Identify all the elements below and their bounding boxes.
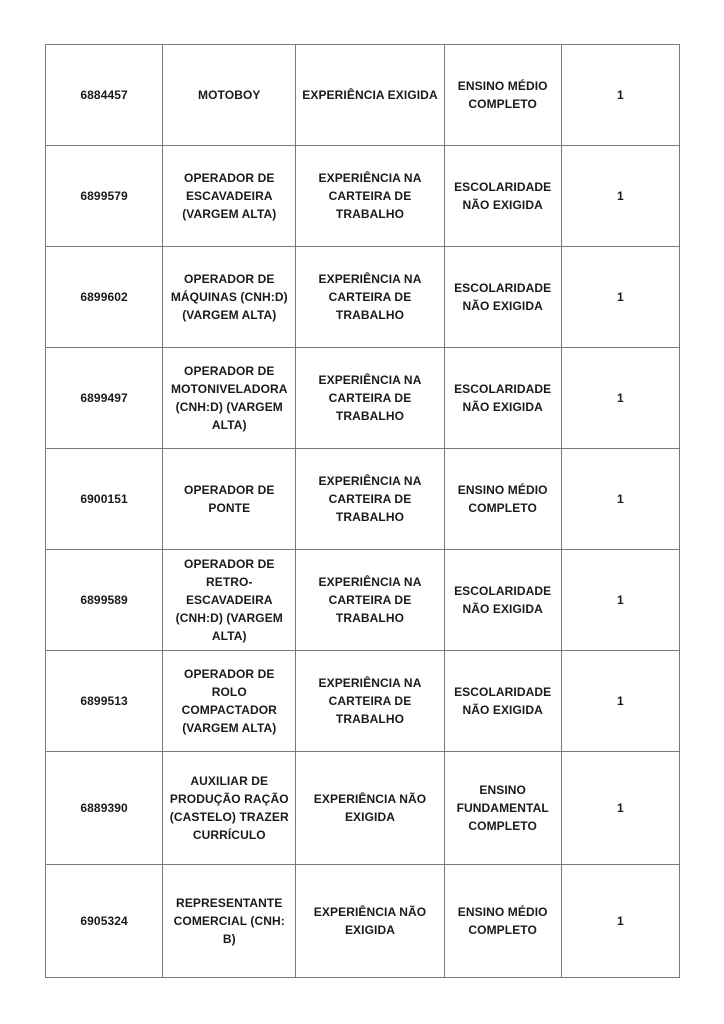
vacancy-experience: EXPERIÊNCIA NÃO EXIGIDA — [296, 752, 444, 865]
vacancy-quantity: 1 — [561, 348, 679, 449]
vacancy-row — [46, 865, 680, 978]
vacancy-row — [46, 651, 680, 752]
vacancy-row — [46, 348, 680, 449]
vacancy-education: ESCOLARIDADE NÃO EXIGIDA — [444, 348, 561, 449]
vacancy-role: OPERADOR DE PONTE — [163, 449, 296, 550]
vacancy-education: ESCOLARIDADE NÃO EXIGIDA — [444, 550, 561, 651]
vacancy-row — [46, 146, 680, 247]
vacancy-education: ESCOLARIDADE NÃO EXIGIDA — [444, 146, 561, 247]
vacancy-quantity: 1 — [561, 752, 679, 865]
vacancy-quantity: 1 — [561, 651, 679, 752]
vacancy-row — [46, 449, 680, 550]
vacancy-role: MOTOBOY — [163, 45, 296, 146]
vacancies-table — [45, 44, 680, 978]
vacancy-role: AUXILIAR DE PRODUÇÃO RAÇÃO (CASTELO) TRAZER CURRÍCULO — [163, 752, 296, 865]
vacancy-experience: EXPERIÊNCIA NA CARTEIRA DE TRABALHO — [296, 348, 444, 449]
vacancy-experience: EXPERIÊNCIA NA CARTEIRA DE TRABALHO — [296, 247, 444, 348]
vacancy-code: 6899579 — [46, 146, 163, 247]
vacancy-quantity: 1 — [561, 550, 679, 651]
vacancy-role: OPERADOR DE ESCAVADEIRA (VARGEM ALTA) — [163, 146, 296, 247]
vacancy-experience: EXPERIÊNCIA NÃO EXIGIDA — [296, 865, 444, 978]
vacancy-education: ENSINO FUNDAMENTAL COMPLETO — [444, 752, 561, 865]
vacancy-quantity: 1 — [561, 247, 679, 348]
vacancy-code: 6899602 — [46, 247, 163, 348]
vacancy-experience: EXPERIÊNCIA NA CARTEIRA DE TRABALHO — [296, 146, 444, 247]
vacancy-code: 6905324 — [46, 865, 163, 978]
vacancy-role: OPERADOR DE MOTONIVELADORA (CNH:D) (VARGEM ALTA) — [163, 348, 296, 449]
vacancy-role: OPERADOR DE RETRO- ESCAVADEIRA (CNH:D) (VARGEM ALTA) — [163, 550, 296, 651]
vacancy-education: ESCOLARIDADE NÃO EXIGIDA — [444, 247, 561, 348]
vacancy-experience: EXPERIÊNCIA NA CARTEIRA DE TRABALHO — [296, 550, 444, 651]
vacancy-row — [46, 752, 680, 865]
vacancy-code: 6899589 — [46, 550, 163, 651]
vacancy-role: REPRESENTANTE COMERCIAL (CNH: B) — [163, 865, 296, 978]
vacancy-quantity: 1 — [561, 146, 679, 247]
vacancy-quantity: 1 — [561, 449, 679, 550]
vacancy-education: ENSINO MÉDIO COMPLETO — [444, 449, 561, 550]
vacancy-role: OPERADOR DE MÁQUINAS (CNH:D) (VARGEM ALTA) — [163, 247, 296, 348]
vacancy-code: 6889390 — [46, 752, 163, 865]
vacancy-code: 6900151 — [46, 449, 163, 550]
vacancy-quantity: 1 — [561, 45, 679, 146]
vacancy-code: 6899513 — [46, 651, 163, 752]
vacancy-experience: EXPERIÊNCIA EXIGIDA — [296, 45, 444, 146]
vacancy-row — [46, 247, 680, 348]
vacancy-code: 6884457 — [46, 45, 163, 146]
vacancy-education: ENSINO MÉDIO COMPLETO — [444, 865, 561, 978]
vacancy-row — [46, 550, 680, 651]
vacancy-education: ENSINO MÉDIO COMPLETO — [444, 45, 561, 146]
vacancy-education: ESCOLARIDADE NÃO EXIGIDA — [444, 651, 561, 752]
vacancy-experience: EXPERIÊNCIA NA CARTEIRA DE TRABALHO — [296, 449, 444, 550]
vacancy-role: OPERADOR DE ROLO COMPACTADOR (VARGEM ALTA) — [163, 651, 296, 752]
vacancy-row — [46, 45, 680, 146]
vacancy-quantity: 1 — [561, 865, 679, 978]
vacancy-code: 6899497 — [46, 348, 163, 449]
vacancy-experience: EXPERIÊNCIA NA CARTEIRA DE TRABALHO — [296, 651, 444, 752]
